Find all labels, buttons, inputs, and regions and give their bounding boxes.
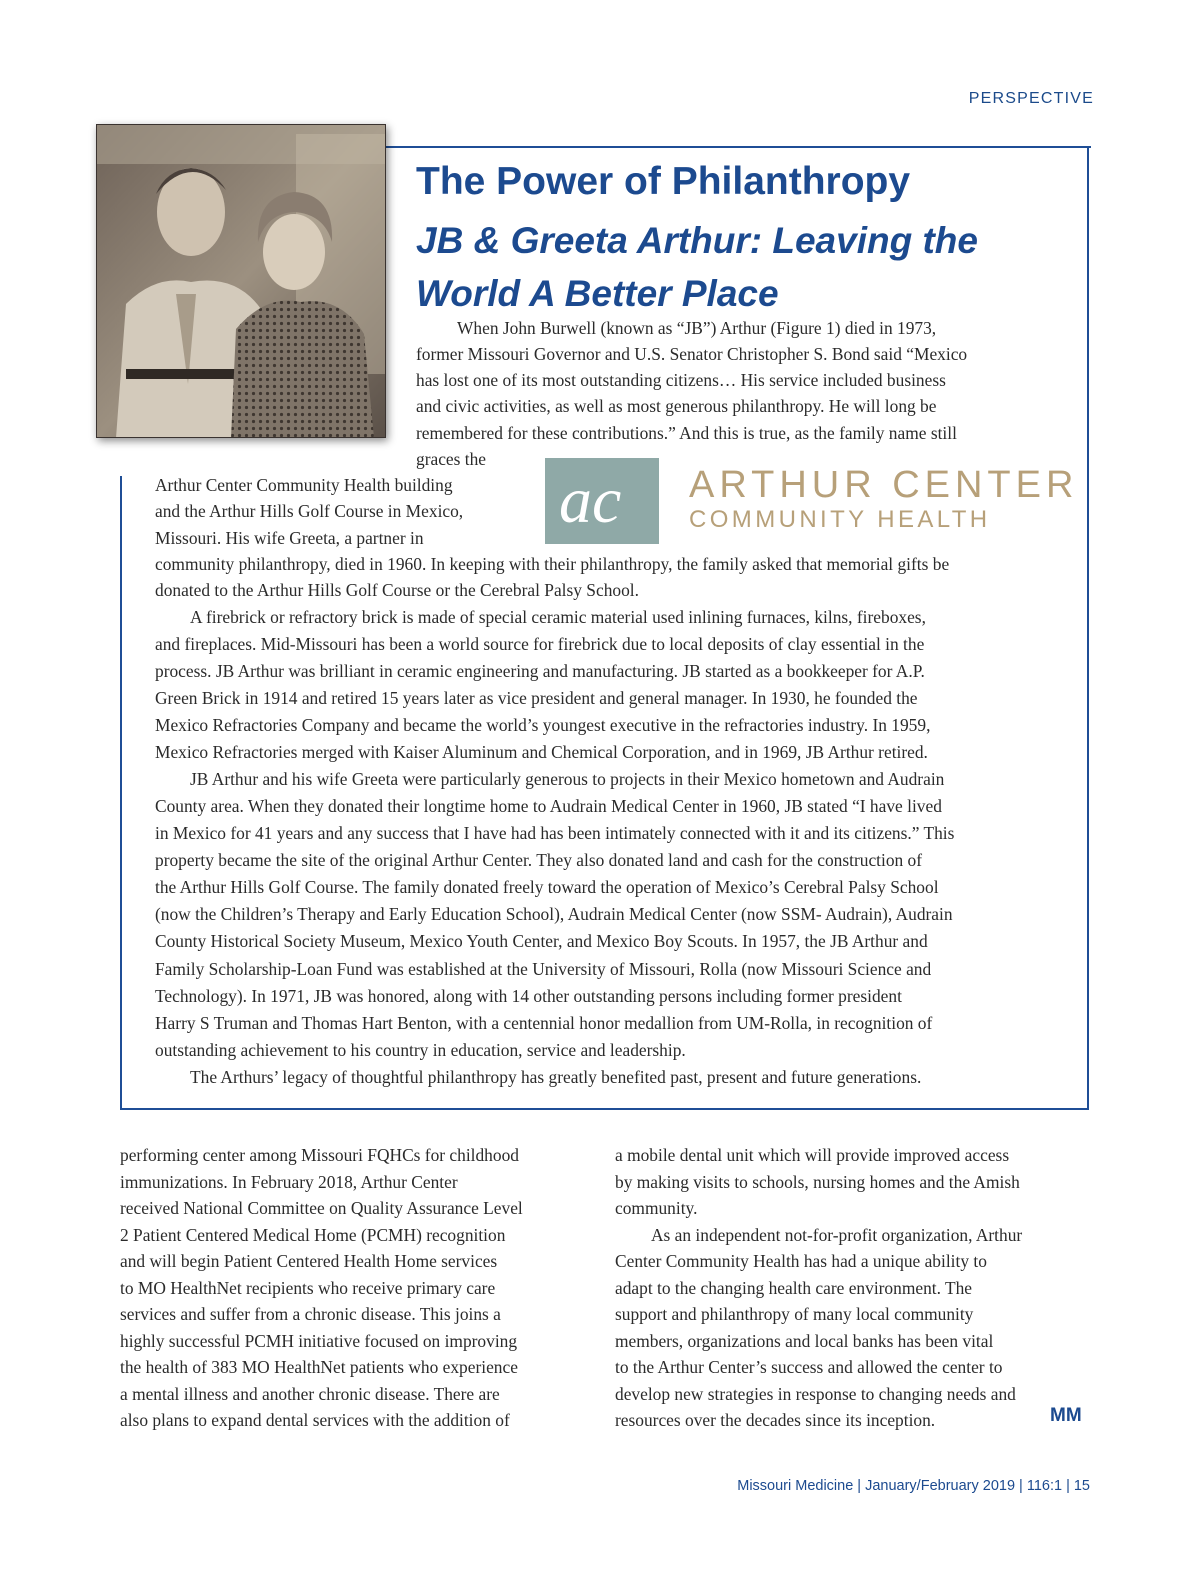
right-column <box>615 1142 1022 1434</box>
column-line: by making visits to schools, nursing homes and the Amish <box>615 1171 1020 1192</box>
body-line: A firebrick or refractory brick is made of special ceramic material used inlining furnaces, kilns, fireboxes, <box>190 607 926 627</box>
column-line: a mobile dental unit which will provide improved access <box>615 1145 1010 1165</box>
body-line: process. JB Arthur was brilliant in ceramic engineering and manufacturing. JB started as a bookkeeper for A.P. <box>155 661 925 681</box>
section-label: PERSPECTIVE <box>968 90 1094 107</box>
body-line: Missouri. His wife Greeta, a partner in <box>155 528 424 548</box>
body-line: Technology). In 1971, JB was honored, along with 14 other outstanding persons including former president <box>155 986 902 1006</box>
column-line: performing center among Missouri FQHCs for childhood <box>120 1145 519 1165</box>
body-line: former Missouri Governor and U.S. Senator Christopher S. Bond said “Mexico <box>416 344 968 364</box>
column-line: highly successful PCMH initiative focused on improving <box>120 1330 518 1351</box>
body-line: Family Scholarship-Loan Fund was established at the University of Missouri, Rolla (now Missouri Science and <box>155 959 932 979</box>
end-mark: MM <box>1050 1405 1082 1426</box>
body-line: in Mexico for 41 years and any success that I have had has been intimately connected with it and its citizens.” This <box>155 823 955 843</box>
logo-line-1: ARTHUR CENTER <box>689 464 1079 506</box>
body-line: and civic activities, as well as most generous philanthropy. He will long be <box>416 396 937 416</box>
body-line: property became the site of the original Arthur Center. They also donated land and cash for the construction of <box>155 850 923 870</box>
column-line: to the Arthur Center’s success and allowed the center to <box>615 1357 1003 1377</box>
column-line: develop new strategies in response to changing needs and <box>615 1383 1016 1404</box>
arthur-center-logo <box>545 458 1120 544</box>
page-footer: Missouri Medicine | January/February 2019 | 116:1 | 15 <box>737 1478 1090 1494</box>
column-line: 2 Patient Centered Medical Home (PCMH) recognition <box>120 1224 506 1245</box>
body-line: remembered for these contributions.” And this is true, as the family name still <box>416 423 957 443</box>
column-line: resources over the decades since its inception. <box>615 1410 936 1430</box>
left-column <box>120 1142 523 1434</box>
column-line: Center Community Health has had a unique ability to <box>615 1251 987 1271</box>
body-line: donated to the Arthur Hills Golf Course or the Cerebral Palsy School. <box>155 580 639 600</box>
body-line: Arthur Center Community Health building <box>155 475 453 495</box>
body-line: Mexico Refractories Company and became the world’s youngest executive in the refractories industry. In 1959, <box>155 715 931 735</box>
body-line: Green Brick in 1914 and retired 15 years later as vice president and general manager. In 1930, he founded the <box>155 688 918 708</box>
body-line: County Historical Society Museum, Mexico Youth Center, and Mexico Boy Scouts. In 1957, the JB Arthur and <box>155 931 928 951</box>
column-line: a mental illness and another chronic disease. There are <box>120 1383 500 1404</box>
ac-monogram-icon <box>545 458 659 544</box>
article-box-top-rule <box>386 146 1091 148</box>
body-line: graces the <box>416 449 487 469</box>
column-line: adapt to the changing health care environment. The <box>615 1277 973 1298</box>
column-line: immunizations. In February 2018, Arthur Center <box>120 1171 458 1192</box>
column-line: to MO HealthNet recipients who receive primary care <box>120 1277 496 1298</box>
column-line: the health of 383 MO HealthNet patients who experience <box>120 1357 518 1377</box>
body-line: JB Arthur and his wife Greeta were particularly generous to projects in their Mexico hometown and Audrain <box>190 769 945 789</box>
column-line: members, organizations and local banks has been vital <box>615 1330 994 1351</box>
body-line: When John Burwell (known as “JB”) Arthur (Figure 1) died in 1973, <box>457 318 937 338</box>
column-line: also plans to expand dental services with the addition of <box>120 1410 510 1430</box>
column-line: community. <box>615 1198 698 1218</box>
body-line: The Arthurs’ legacy of thoughtful philanthropy has greatly benefited past, present and future generations. <box>190 1067 922 1087</box>
body-line: outstanding achievement to his country in education, service and leadership. <box>155 1040 686 1060</box>
column-line: support and philanthropy of many local community <box>615 1304 974 1324</box>
body-line: community philanthropy, died in 1960. In keeping with their philanthropy, the family asked that memorial gifts be <box>155 554 950 574</box>
body-line: has lost one of its most outstanding citizens… His service included business <box>416 370 946 390</box>
portrait-photo <box>96 124 386 438</box>
logo-monogram: ac <box>559 464 622 537</box>
column-line: services and suffer from a chronic disease. This joins a <box>120 1304 501 1324</box>
body-line: Harry S Truman and Thomas Hart Benton, with a centennial honor medallion from UM-Rolla, in recognition of <box>155 1013 933 1033</box>
body-line: and the Arthur Hills Golf Course in Mexico, <box>155 501 464 521</box>
column-line: received National Committee on Quality Assurance Level <box>120 1198 523 1218</box>
body-line: the Arthur Hills Golf Course. The family donated freely toward the operation of Mexico’s Cerebral Palsy School <box>155 877 939 897</box>
article-title: The Power of Philanthropy <box>416 160 911 203</box>
body-line: County area. When they donated their longtime home to Audrain Medical Center in 1960, JB stated “I have lived <box>155 796 942 816</box>
article-subtitle: JB & Greeta Arthur: Leaving the World A Better Place <box>416 220 978 314</box>
logo-line-2: COMMUNITY HEALTH <box>689 506 991 533</box>
body-line: and fireplaces. Mid-Missouri has been a world source for firebrick due to local deposits of clay essential in the <box>155 634 925 654</box>
column-line: and will begin Patient Centered Health Home services <box>120 1251 498 1271</box>
body-line: (now the Children’s Therapy and Early Education School), Audrain Medical Center (now SSM- Audrain), Audrain <box>155 904 953 924</box>
body-line: Mexico Refractories merged with Kaiser Aluminum and Chemical Corporation, and in 1969, JB Arthur retired. <box>155 742 928 762</box>
column-line: As an independent not-for-profit organization, Arthur <box>651 1224 1023 1245</box>
